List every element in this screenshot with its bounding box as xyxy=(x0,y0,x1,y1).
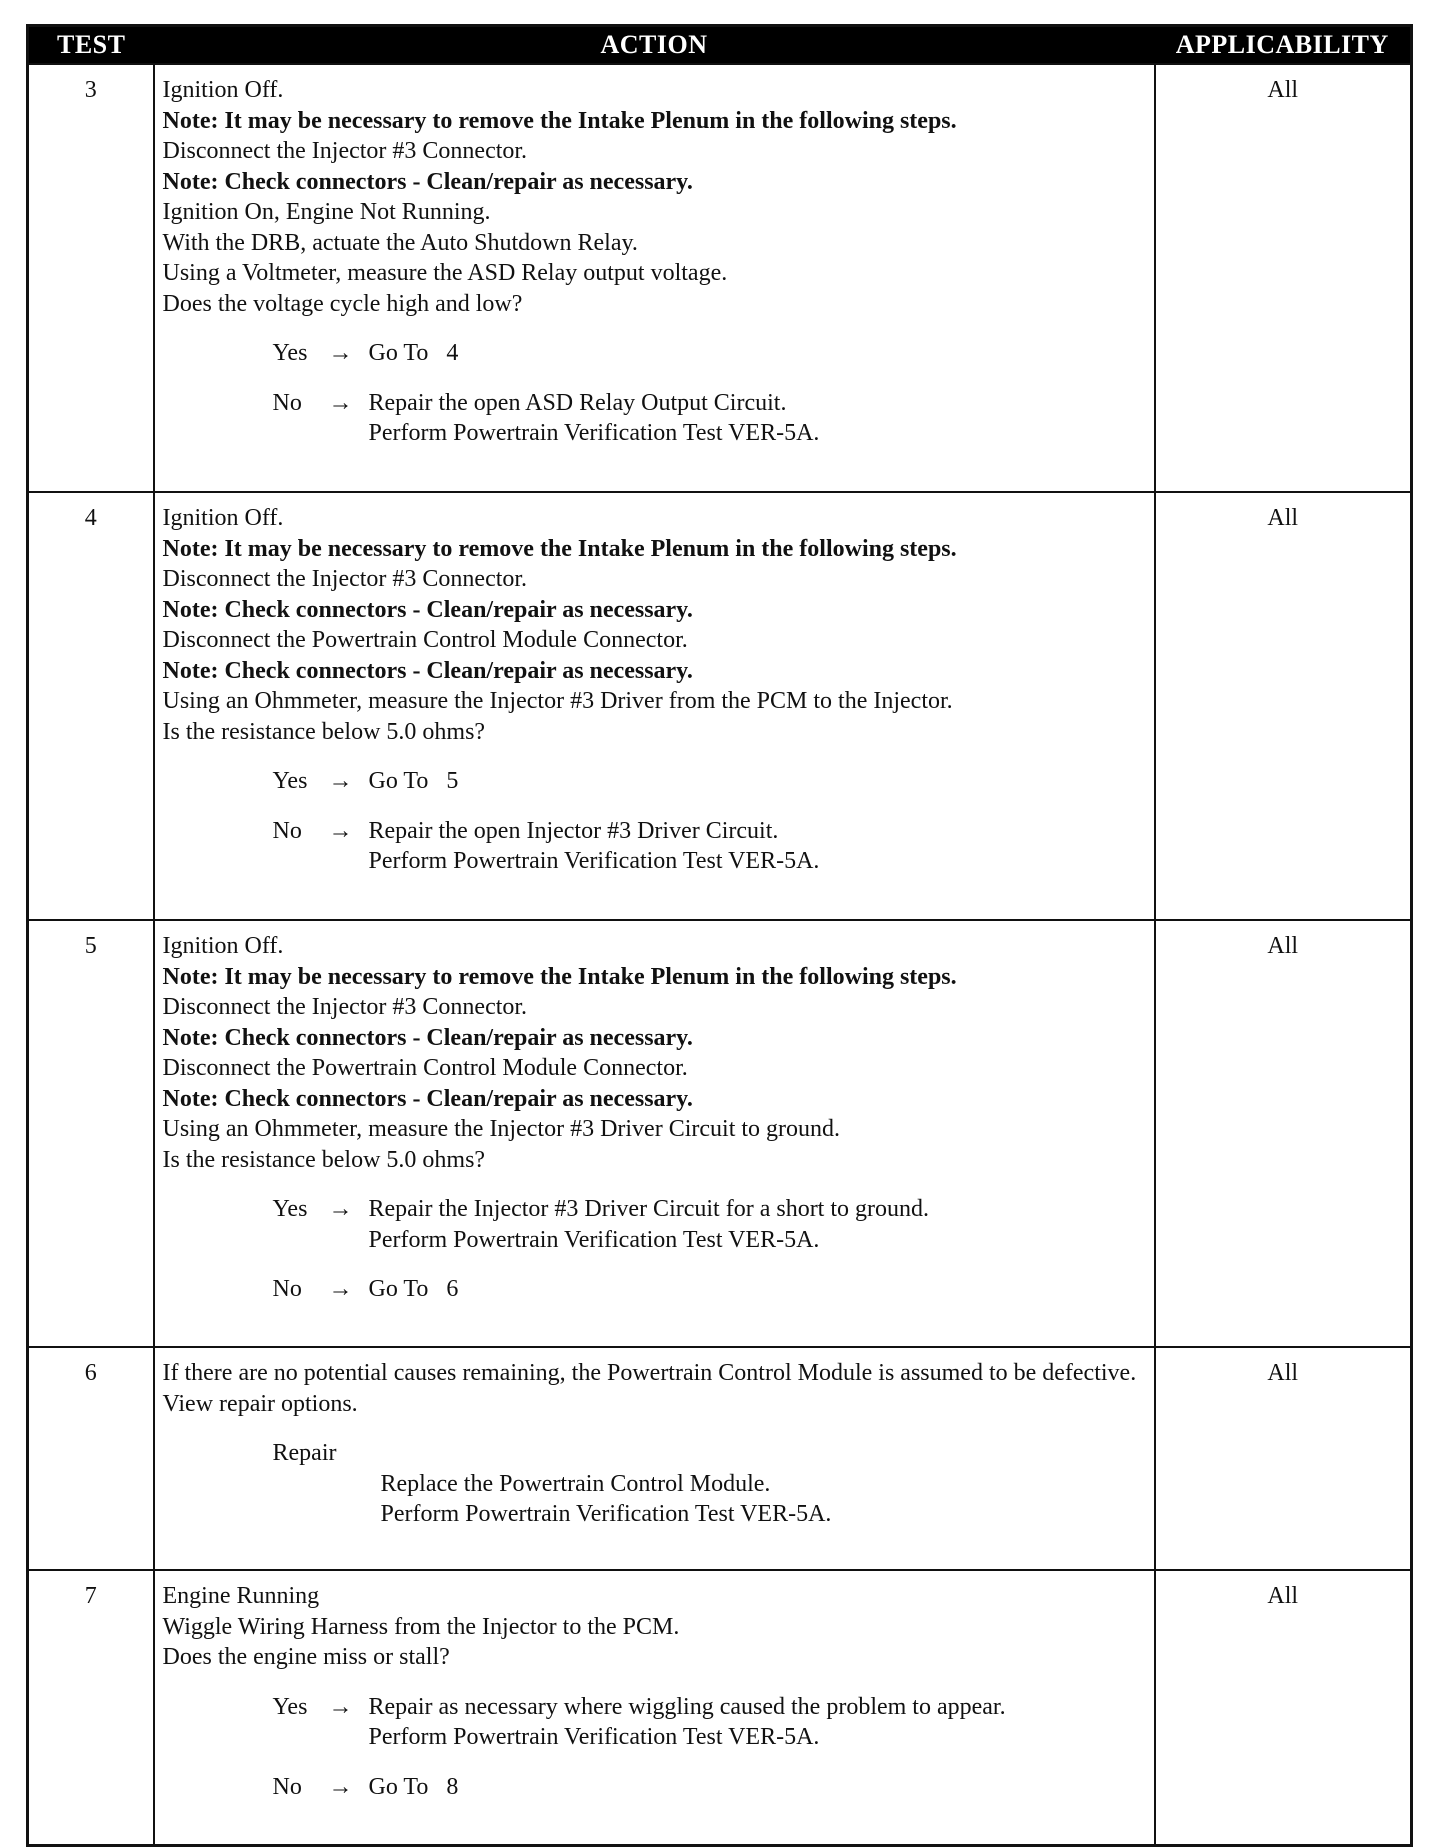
step-line: Ignition Off. xyxy=(162,77,284,103)
response-line: Go To 8 xyxy=(368,1773,459,1800)
step-line: Does the voltage cycle high and low? xyxy=(162,290,523,317)
step-line: Using an Ohmmeter, measure the Injector #3 Driver from the PCM to the Injector. xyxy=(162,688,953,714)
header-test: TEST xyxy=(28,26,154,65)
right-arrow-icon: → xyxy=(328,1693,353,1720)
response-no xyxy=(273,1274,1146,1305)
right-arrow-icon: → xyxy=(328,817,353,844)
response-yes xyxy=(273,338,1146,369)
response-line: Perform Powertrain Verification Test VER-5A. xyxy=(368,848,820,874)
response-no xyxy=(273,1772,1146,1803)
header-applicability: APPLICABILITY xyxy=(1155,26,1412,65)
note-line: Note: Check connectors - Clean/repair as necessary. xyxy=(162,1024,693,1051)
step-line: If there are no potential causes remaining, the Powertrain Control Module is assumed to be defective. xyxy=(162,1360,1137,1386)
step-line: Wiggle Wiring Harness from the Injector to the PCM. xyxy=(162,1613,680,1640)
response-label: Yes xyxy=(272,340,308,366)
diagnostic-procedure-sheet xyxy=(26,24,1410,1842)
response-line: Perform Powertrain Verification Test VER-5A. xyxy=(368,1226,820,1253)
right-arrow-icon: → xyxy=(328,1773,353,1800)
response-line: Repair as necessary where wiggling caused the problem to appear. xyxy=(368,1693,1006,1720)
right-arrow-icon: → xyxy=(328,1196,353,1222)
step-line: Is the resistance below 5.0 ohms? xyxy=(162,718,486,745)
response-text xyxy=(369,1194,1146,1255)
action-cell xyxy=(154,492,1155,920)
response-text xyxy=(369,766,1146,797)
action-cell xyxy=(154,920,1155,1347)
note-line: Note: Check connectors - Clean/repair as necessary. xyxy=(162,657,693,684)
response-line: Perform Powertrain Verification Test VER-5A. xyxy=(368,1724,820,1750)
step-line: Disconnect the Powertrain Control Module Connector. xyxy=(162,627,688,653)
right-arrow-icon: → xyxy=(328,389,353,416)
response-label: No xyxy=(272,817,302,844)
repair-line: Perform Powertrain Verification Test VER-5A. xyxy=(380,1501,832,1527)
table-row xyxy=(28,920,1412,1347)
response-line: Go To 5 xyxy=(368,768,459,794)
response-label: No xyxy=(272,1276,302,1302)
repair-line: Replace the Powertrain Control Module. xyxy=(380,1470,771,1497)
response-line: Repair the Injector #3 Driver Circuit for a short to ground. xyxy=(368,1196,930,1222)
response-line: Repair the open ASD Relay Output Circuit. xyxy=(368,389,787,416)
action-cell xyxy=(154,1570,1155,1845)
table-row xyxy=(28,1347,1412,1570)
response-label: Yes xyxy=(272,1196,308,1222)
response-label: Yes xyxy=(272,768,308,794)
note-line: Note: It may be necessary to remove the Intake Plenum in the following steps. xyxy=(162,963,957,990)
action-cell xyxy=(154,64,1155,492)
note-line: Note: Check connectors - Clean/repair as necessary. xyxy=(162,168,693,195)
applicability-value: All xyxy=(1155,64,1412,492)
response-label: No xyxy=(272,1773,302,1800)
note-line: Note: It may be necessary to remove the Intake Plenum in the following steps. xyxy=(162,535,957,562)
step-line: Using an Ohmmeter, measure the Injector #3 Driver Circuit to ground. xyxy=(162,1116,841,1142)
table-row xyxy=(28,1570,1412,1845)
step-line: Disconnect the Injector #3 Connector. xyxy=(162,566,528,592)
right-arrow-icon: → xyxy=(328,1276,353,1302)
step-line: Is the resistance below 5.0 ohms? xyxy=(162,1146,486,1173)
step-line: Using a Voltmeter, measure the ASD Relay output voltage. xyxy=(162,260,728,286)
response-no xyxy=(273,816,1146,877)
test-number: 5 xyxy=(28,920,154,1347)
test-number: 6 xyxy=(28,1347,154,1570)
right-arrow-icon: → xyxy=(328,340,353,366)
applicability-value: All xyxy=(1155,1570,1412,1845)
step-line: Disconnect the Injector #3 Connector. xyxy=(162,138,528,164)
response-text xyxy=(369,1274,1146,1305)
repair-label: Repair xyxy=(272,1440,337,1466)
response-text xyxy=(369,1692,1146,1753)
response-line: Repair the open Injector #3 Driver Circuit. xyxy=(368,817,779,844)
step-line: Ignition On, Engine Not Running. xyxy=(162,199,491,225)
test-number: 7 xyxy=(28,1570,154,1845)
step-line: Engine Running xyxy=(162,1583,320,1609)
table-row xyxy=(28,64,1412,492)
table-row xyxy=(28,492,1412,920)
step-line: Ignition Off. xyxy=(162,933,284,959)
response-line: Go To 4 xyxy=(368,340,459,366)
step-line: Disconnect the Powertrain Control Module Connector. xyxy=(162,1055,688,1081)
applicability-value: All xyxy=(1155,492,1412,920)
response-text xyxy=(369,388,1146,449)
response-yes xyxy=(273,1692,1146,1753)
step-line: Disconnect the Injector #3 Connector. xyxy=(162,994,528,1020)
step-line: Ignition Off. xyxy=(162,505,284,531)
test-number: 4 xyxy=(28,492,154,920)
response-line: Perform Powertrain Verification Test VER-5A. xyxy=(368,420,820,446)
response-label: No xyxy=(272,389,302,416)
step-line: View repair options. xyxy=(162,1390,358,1417)
response-text xyxy=(369,1772,1146,1803)
note-line: Note: It may be necessary to remove the Intake Plenum in the following steps. xyxy=(162,107,957,134)
note-line: Note: Check connectors - Clean/repair as necessary. xyxy=(162,1085,693,1112)
applicability-value: All xyxy=(1155,920,1412,1347)
diagnostic-test-table xyxy=(26,24,1413,1847)
response-label: Yes xyxy=(272,1693,308,1720)
step-line: Does the engine miss or stall? xyxy=(162,1644,450,1670)
note-line: Note: Check connectors - Clean/repair as necessary. xyxy=(162,596,693,623)
table-header-row xyxy=(28,26,1412,65)
step-line: With the DRB, actuate the Auto Shutdown Relay. xyxy=(162,229,638,256)
response-text xyxy=(369,338,1146,369)
test-number: 3 xyxy=(28,64,154,492)
response-yes xyxy=(273,766,1146,797)
header-action: ACTION xyxy=(154,26,1155,65)
response-yes xyxy=(273,1194,1146,1255)
applicability-value: All xyxy=(1155,1347,1412,1570)
response-line: Go To 6 xyxy=(368,1276,459,1302)
action-cell xyxy=(154,1347,1155,1570)
response-text xyxy=(369,816,1146,877)
right-arrow-icon: → xyxy=(328,768,353,794)
response-no xyxy=(273,388,1146,449)
